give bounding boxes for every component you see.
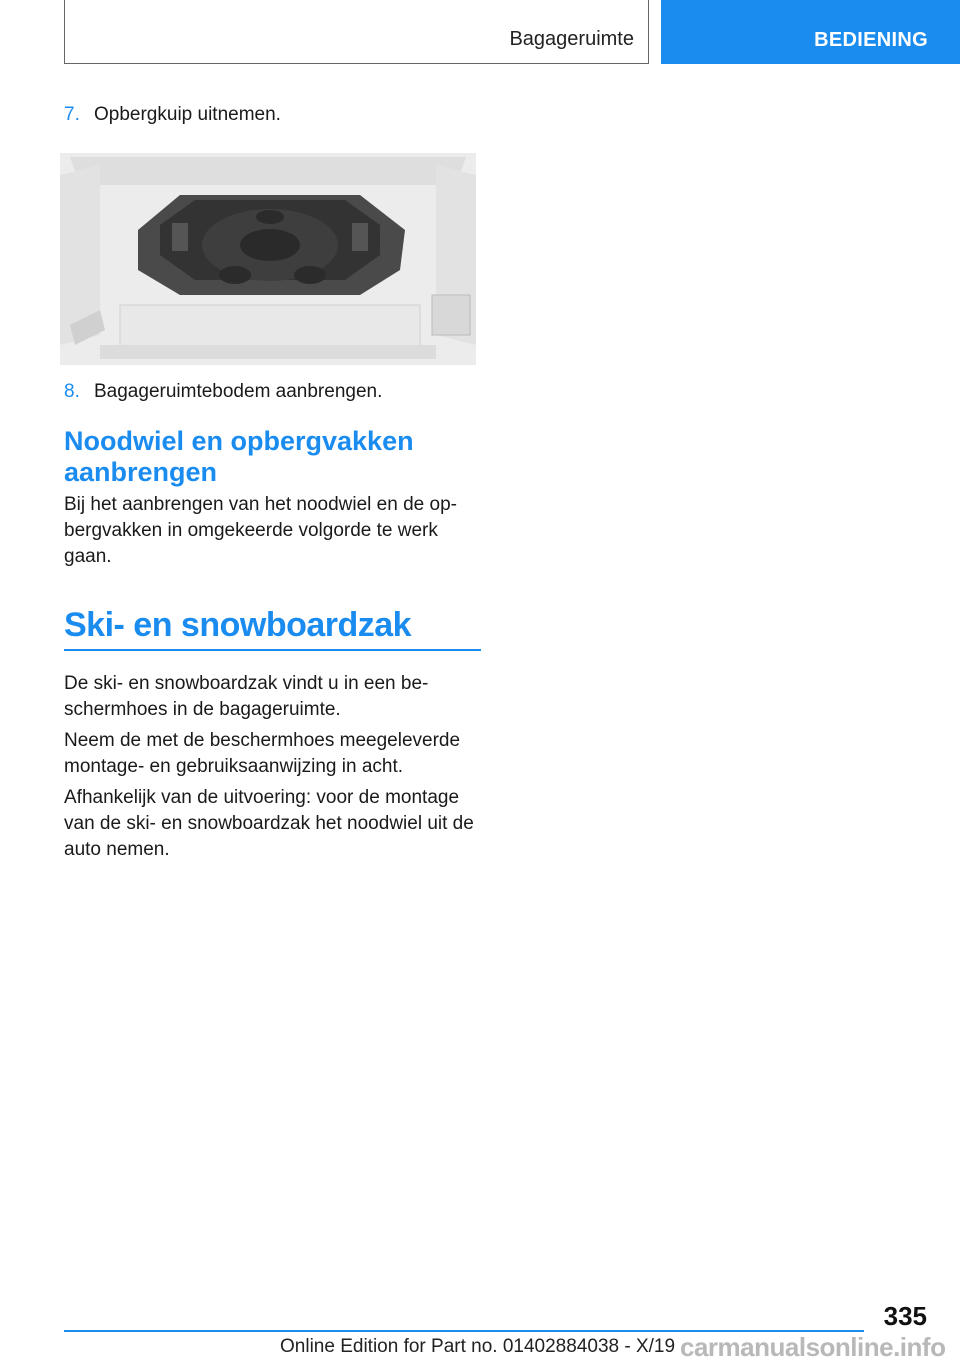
header-box <box>64 0 649 64</box>
header-chapter-label: BEDIENING <box>814 29 928 51</box>
step-number: 8. <box>64 381 80 402</box>
text-line: gaan. <box>64 546 112 567</box>
page-number: 335 <box>883 1301 927 1331</box>
text-line: Neem de met de beschermhoes meegeleverde <box>64 730 461 751</box>
text-line: bergvakken in omgekeerde volgorde te werk <box>64 520 438 541</box>
section-heading-spare-wheel <box>64 426 480 488</box>
footer-edition: Online Edition for Part no. 01402884038 - X/19 <box>280 1336 676 1357</box>
text-line: De ski- en snowboardzak vindt u in een be- <box>64 673 429 694</box>
text-line: Bij het aanbrengen van het noodwiel en de op- <box>64 494 457 515</box>
header-section-title: Bagageruimte <box>509 28 634 50</box>
step-number: 7. <box>64 104 80 125</box>
heading-underline <box>64 649 481 651</box>
heading-line: Noodwiel en opbergvakken <box>64 426 414 456</box>
text-line: Afhankelijk van de uitvoering: voor de montage <box>64 787 460 808</box>
footer-watermark: carmanualsonline.info <box>680 1332 946 1362</box>
paragraph-ski-bag-3 <box>64 785 484 863</box>
section-heading-ski-bag: Ski- en snowboardzak <box>64 606 412 644</box>
text-line: van de ski- en snowboardzak het noodwiel uit de <box>64 813 474 834</box>
step-text: Bagageruimtebodem aanbrengen. <box>94 381 383 402</box>
trunk-storage-tray-illustration <box>60 145 476 365</box>
header-chapter-tab[interactable] <box>661 0 960 64</box>
step-text: Opbergkuip uitnemen. <box>94 104 281 125</box>
paragraph-ski-bag-2 <box>64 728 484 780</box>
step-8 <box>64 381 382 403</box>
step-7 <box>64 104 281 126</box>
text-line: schermhoes in de bagageruimte. <box>64 699 341 720</box>
heading-line: aanbrengen <box>64 457 218 487</box>
text-line: auto nemen. <box>64 839 170 860</box>
paragraph-spare-wheel <box>64 492 484 570</box>
paragraph-ski-bag-1 <box>64 671 484 723</box>
text-line: montage- en gebruiksaanwijzing in acht. <box>64 756 404 777</box>
